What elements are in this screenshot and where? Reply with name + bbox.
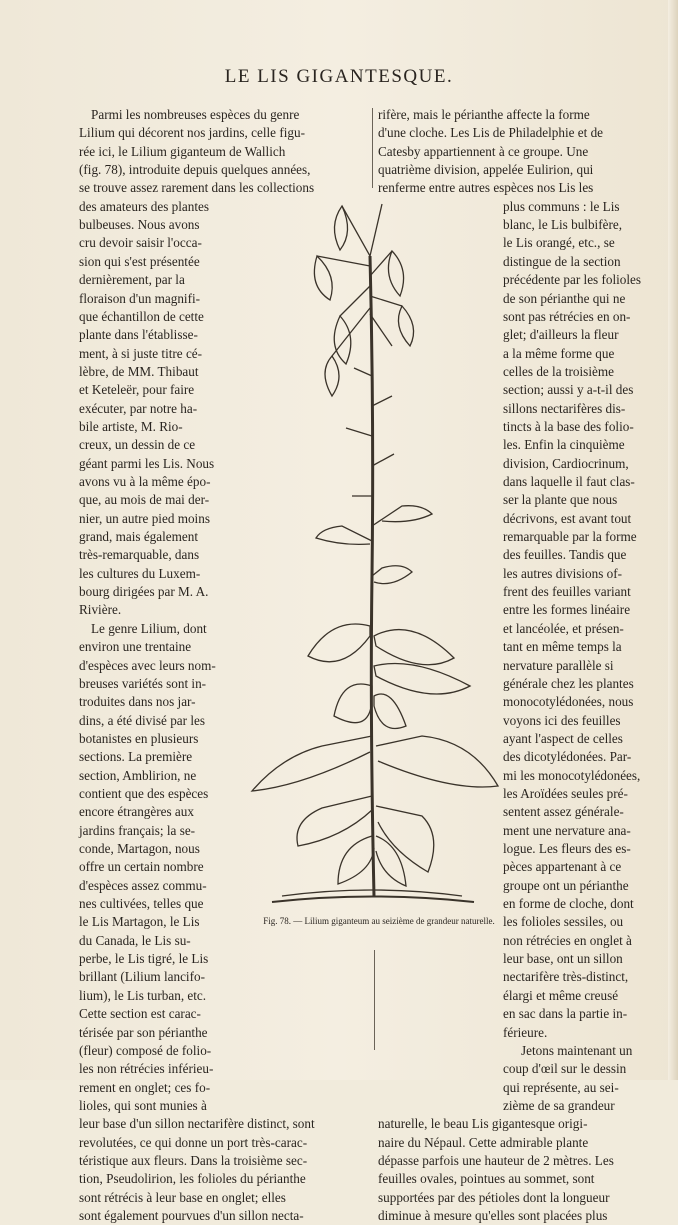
text-line: nervature parallèle si (503, 657, 614, 673)
text-line: leur base d'un sillon nectarifère distinct, sont (79, 1116, 315, 1132)
text-line: environ une trentaine (79, 639, 192, 655)
text-line: leur base, ont un sillon (503, 951, 623, 967)
text-line: d'une cloche. Les Lis de Philadelphie et de (378, 125, 604, 141)
text-line: et lancéolée, et présen- (503, 620, 624, 636)
text-line: dernièrement, par la (79, 272, 185, 288)
text-line: térisée par son périanthe (79, 1024, 208, 1040)
text-line: offre un certain nombre (79, 859, 204, 875)
text-line: ser la plante que nous (503, 492, 618, 508)
text-line: précédente par les folioles (503, 272, 642, 288)
text-line: dans laquelle il faut clas- (503, 474, 635, 489)
text-line: creux, un dessin de ce (79, 437, 196, 453)
text-line: (fleur) composé de folio- (79, 1042, 212, 1058)
text-line: Jetons maintenant un (521, 1042, 633, 1058)
text-line: exécuter, par notre ha- (79, 400, 198, 416)
text-line: sont également pourvues d'un sillon necta- (79, 1208, 304, 1223)
text-line: botanistes en plusieurs (79, 730, 199, 746)
text-line: bulbeuses. Nous avons (79, 217, 200, 233)
text-line: monocotylédonées, nous (503, 694, 634, 710)
text-line: sont rétrécis à leur base en onglet; elles (79, 1189, 286, 1205)
text-line: de son périanthe qui ne (503, 290, 626, 306)
page-title: LE LIS GIGANTESQUE. (224, 66, 454, 87)
text-line: revolutées, ce qui donne un port très-carac- (79, 1134, 308, 1150)
text-line: et Keteleër, pour faire (79, 382, 195, 398)
text-line: d'espèces assez commu- (79, 877, 207, 893)
text-line: nectarifère très-distinct, (503, 969, 629, 985)
text-line: breuses variétés sont in- (79, 675, 207, 691)
text-line: section; aussi y a-t-il des (503, 382, 634, 398)
text-line: supportées par des pétioles dont la longueur (378, 1189, 610, 1205)
text-line: se trouve assez rarement dans les collections (79, 180, 315, 196)
text-line: bile artiste, M. Rio- (79, 418, 183, 434)
text-line: logue. Les fleurs des es- (503, 841, 631, 856)
text-line: sont pas rétrécies en on- (503, 308, 631, 324)
text-line: non rétrécies en onglet à (503, 932, 632, 948)
text-line: les folioles sessiles, ou (503, 914, 624, 930)
text-line: Lilium qui décorent nos jardins, celle figu- (79, 125, 305, 141)
text-line: troduites dans nos jar- (79, 694, 196, 710)
text-line: téristique aux fleurs. Dans la troisième sec- (79, 1152, 308, 1168)
text-line: bourg dirigées par M. A. (79, 584, 209, 600)
text-line: les Aroïdées seules pré- (503, 785, 628, 801)
text-line: brillant (Lilium lancifo- (79, 969, 205, 985)
text-line: feuilles ovales, pointues au sommet, sont (378, 1171, 595, 1187)
text-line: plante dans l'établisse- (79, 327, 198, 343)
lily-illustration (242, 196, 504, 912)
text-line: jardins français; la se- (79, 822, 196, 838)
text-line: frent des feuilles variant (503, 584, 631, 600)
text-line: perbe, le Lis tigré, le Lis (79, 951, 209, 967)
text-line: quatrième division, appelée Eulirion, qui (378, 162, 594, 178)
text-line: en forme de cloche, dont (503, 896, 634, 912)
text-line: les autres divisions of- (503, 565, 623, 581)
text-line: géant parmi les Lis. Nous (79, 455, 215, 471)
text-line: ment une nervature ana- (503, 822, 631, 838)
column-rule-bottom (374, 950, 375, 1050)
text-line: remarquable par la forme (503, 529, 637, 545)
text-line: rée ici, le Lilium giganteum de Wallich (79, 143, 286, 159)
text-line: rifère, mais le périanthe affecte la forme (378, 107, 590, 122)
text-line: groupe ont un périanthe (503, 877, 629, 893)
text-line: celles de la troisième (503, 363, 614, 379)
text-line: Le genre Lilium, dont (91, 620, 207, 636)
text-line: les non rétrécies inférieu- (79, 1061, 214, 1077)
text-line: Catesby appartiennent à ce groupe. Une (378, 143, 589, 159)
text-line: coup d'œil sur le dessin (503, 1061, 627, 1077)
text-line: d'espèces avec leurs nom- (79, 657, 216, 673)
text-line: glet; d'ailleurs la fleur (503, 327, 619, 343)
text-line: plus communs : le Lis (503, 198, 620, 214)
figure-caption: Fig. 78. — Lilium giganteum au seizième de grandeur naturelle. (263, 916, 495, 926)
text-line: élargi et même creusé (503, 987, 619, 1003)
text-line: générale chez les plantes (503, 675, 634, 691)
text-line: nes cultivées, telles que (79, 896, 204, 912)
text-line: distingue de la section (503, 253, 621, 269)
text-line: dins, a été divisé par les (79, 712, 205, 728)
text-line: des dicotylédonées. Par- (503, 749, 632, 765)
text-line: le Lis Martagon, le Lis (79, 914, 200, 930)
text-line: avons vu à la même épo- (79, 474, 211, 489)
text-line: sections. La première (79, 749, 193, 765)
text-line: voyons ici des feuilles (503, 712, 621, 728)
text-line: zième de sa grandeur (503, 1097, 615, 1113)
text-line: dépasse parfois une hauteur de 2 mètres. Les (378, 1152, 614, 1168)
text-line: lèbre, de MM. Thibaut (79, 363, 199, 379)
text-line: les. Enfin la cinquième (503, 437, 625, 453)
text-line: blanc, le Lis bulbifère, (503, 217, 623, 233)
text-line: très-remarquable, dans (79, 547, 200, 563)
text-line: naturelle, le beau Lis gigantesque origi- (378, 1116, 588, 1132)
text-line: sillons nectarifères dis- (503, 400, 626, 416)
text-line: des feuilles. Tandis que (503, 547, 627, 563)
text-line: tion, Pseudolirion, les folioles du périanthe (79, 1171, 306, 1187)
text-line: que échantillon de cette (79, 308, 204, 324)
text-line: tincts à la base des folio- (503, 418, 634, 434)
text-line: qui représente, au sei- (503, 1079, 619, 1095)
text-line: section, Amblirion, ne (79, 767, 197, 783)
text-line: division, Cardiocrinum, (503, 455, 629, 471)
text-line: du Canada, le Lis su- (79, 932, 191, 948)
text-line: sion qui s'est présentée (79, 253, 200, 269)
text-line: rement en onglet; ces fo- (79, 1079, 211, 1095)
text-line: lioles, qui sont munies à (79, 1097, 207, 1113)
text-line: naire du Népaul. Cette admirable plante (378, 1134, 589, 1150)
text-line: grand, mais également (79, 529, 199, 545)
text-line: lium), le Lis turban, etc. (79, 987, 207, 1003)
text-line: Parmi les nombreuses espèces du genre (91, 107, 300, 122)
text-line: (fig. 78), introduite depuis quelques années, (79, 162, 311, 178)
text-line: Cette section est carac- (79, 1006, 201, 1022)
text-line: en sac dans la partie in- (503, 1006, 628, 1022)
text-line: pèces appartenant à ce (503, 859, 622, 875)
text-line: floraison d'un magnifi- (79, 290, 201, 306)
text-line: a la même forme que (503, 345, 615, 361)
text-line: ayant l'aspect de celles (503, 730, 623, 746)
text-line: que, au mois de mai der- (79, 492, 210, 508)
text-line: contient que des espèces (79, 785, 209, 801)
text-line: tant en même temps la (503, 639, 622, 655)
text-line: diminue à mesure qu'elles sont placées plus (378, 1208, 608, 1223)
text-line: cru devoir saisir l'occa- (79, 235, 202, 251)
text-line: des amateurs des plantes (79, 198, 210, 214)
text-line: entre les formes linéaire (503, 602, 631, 618)
text-line: conde, Martagon, nous (79, 841, 200, 856)
text-line: nier, un autre pied moins (79, 510, 210, 526)
text-line: le Lis orangé, etc., se (503, 235, 615, 251)
text-line: encore étrangères aux (79, 804, 194, 820)
text-line: renferme entre autres espèces nos Lis les (378, 180, 594, 196)
text-line: les cultures du Luxem- (79, 565, 201, 581)
text-line: mi les monocotylédonées, (503, 767, 641, 783)
text-line: férieure. (503, 1024, 548, 1040)
page-edge (668, 0, 678, 1080)
text-line: sentent assez générale- (503, 804, 624, 820)
column-rule-top (372, 108, 373, 188)
text-line: ment, à si juste titre cé- (79, 345, 203, 361)
text-line: Rivière. (79, 602, 122, 618)
text-line: décrivons, est avant tout (503, 510, 632, 526)
